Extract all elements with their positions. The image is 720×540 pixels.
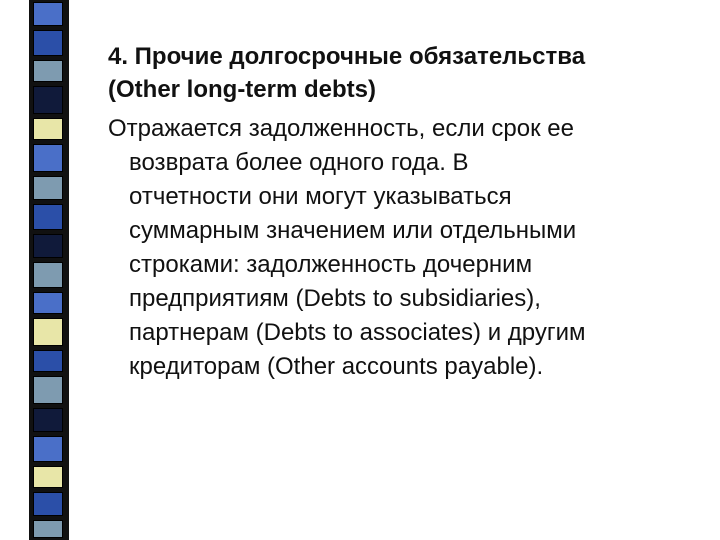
stripe-cell	[33, 350, 63, 372]
heading-line: (Other long-term debts)	[108, 76, 376, 103]
body-line: строками: задолженность дочерним	[129, 251, 533, 278]
stripe-cell	[33, 436, 63, 462]
stripe-cell	[33, 144, 63, 172]
body-line: предприятиям (Debts to subsidiaries),	[129, 285, 541, 312]
stripe-cell	[33, 292, 63, 314]
stripe-cell	[33, 60, 63, 82]
slide-heading	[108, 40, 698, 106]
stripe-cell	[33, 86, 63, 114]
stripe-cell	[33, 204, 63, 230]
body-line: Отражается задолженность, если срок ее	[108, 115, 574, 142]
stripe-cell	[33, 466, 63, 488]
stripe-cell	[33, 318, 63, 346]
body-line: суммарным значением или отдельными	[129, 217, 577, 244]
stripe-cell	[33, 118, 63, 140]
decorative-stripe-bar	[29, 0, 69, 540]
stripe-cell	[33, 2, 63, 26]
stripe-cell	[33, 30, 63, 56]
stripe-cell	[33, 234, 63, 258]
body-line: возврата более одного года. В	[129, 149, 469, 176]
stripe-cell	[33, 176, 63, 200]
stripe-cell	[33, 262, 63, 288]
stripe-cell	[33, 376, 63, 404]
body-line: партнерам (Debts to associates) и другим	[129, 319, 586, 346]
heading-line: 4. Прочие долгосрочные обязательства	[108, 43, 586, 70]
stripe-cell	[33, 492, 63, 516]
stripe-cell	[33, 408, 63, 432]
body-line: отчетности они могут указываться	[129, 183, 512, 210]
slide-content	[108, 40, 698, 384]
slide-body-paragraph	[108, 112, 698, 384]
stripe-cell	[33, 520, 63, 538]
body-line: кредиторам (Other accounts payable).	[129, 353, 544, 380]
